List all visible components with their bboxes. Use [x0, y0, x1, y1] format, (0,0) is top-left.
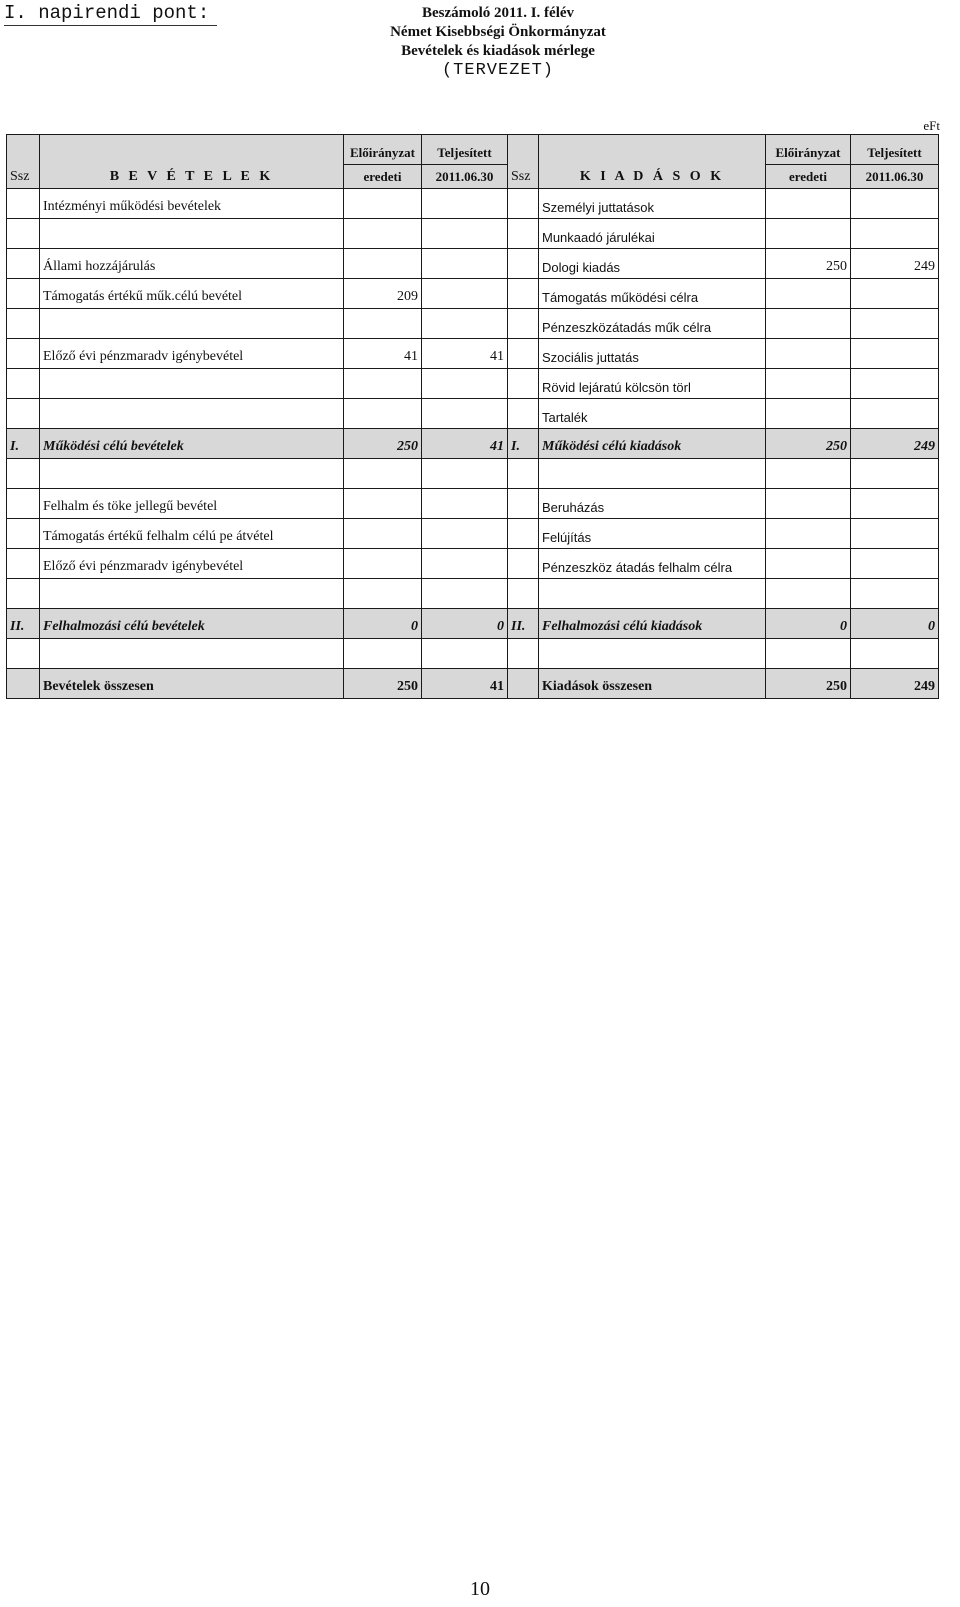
currency-unit: eFt: [923, 118, 940, 133]
expense-plan-value: [766, 219, 851, 249]
income-item-label: Felhalm és töke jellegű bevétel: [40, 489, 344, 519]
spacer-row: [7, 639, 939, 669]
income-actual-value: [422, 549, 508, 579]
income-subtotal-actual: 41: [422, 429, 508, 459]
income-item-label: [40, 369, 344, 399]
table-row: [7, 489, 939, 519]
expense-plan-header: Előirányzat: [766, 135, 851, 165]
expense-item-label: Személyi juttatások: [539, 189, 766, 219]
expense-subtotal-label: Kiadások összesen: [539, 669, 766, 699]
expense-actual-value: [851, 309, 939, 339]
expense-subtotal-plan: 250: [766, 669, 851, 699]
expense-item-label: Pénzeszközátadás műk célra: [539, 309, 766, 339]
expense-subtotal-actual: 249: [851, 669, 939, 699]
empty-cell: [40, 579, 344, 609]
expense-actual-value: [851, 489, 939, 519]
expense-section-number: I.: [508, 429, 539, 459]
expense-ssz-cell: [508, 399, 539, 429]
income-plan-value: [344, 519, 422, 549]
expense-item-label: Tartalék: [539, 399, 766, 429]
income-ssz-cell: [7, 279, 40, 309]
income-plan-value: [344, 219, 422, 249]
empty-cell: [766, 639, 851, 669]
income-item-label: Állami hozzájárulás: [40, 249, 344, 279]
table-row: [7, 519, 939, 549]
expense-plan-value: 250: [766, 249, 851, 279]
empty-cell: [344, 459, 422, 489]
expense-item-label: Támogatás működési célra: [539, 279, 766, 309]
empty-cell: [7, 579, 40, 609]
income-subtotal-actual: 0: [422, 609, 508, 639]
expense-subtotal-label: Működési célú kiadások: [539, 429, 766, 459]
expense-item-label: Szociális juttatás: [539, 339, 766, 369]
expense-actual-value: [851, 549, 939, 579]
organization-name: Német Kisebbségi Önkormányzat: [390, 24, 606, 40]
expense-section-header: K I A D Á S O K: [539, 135, 766, 189]
expense-plan-subheader: eredeti: [766, 165, 851, 189]
expense-subtotal-actual: 0: [851, 609, 939, 639]
header-row-top: [7, 135, 939, 165]
balance-title: Bevételek és kiadások mérlege: [401, 43, 595, 59]
income-plan-value: [344, 189, 422, 219]
income-section-header: B E V É T E L E K: [40, 135, 344, 189]
expense-actual-value: [851, 399, 939, 429]
table-row: [7, 219, 939, 249]
expense-plan-value: [766, 279, 851, 309]
income-actual-value: [422, 309, 508, 339]
empty-cell: [539, 459, 766, 489]
expense-ssz-cell: [508, 249, 539, 279]
grand-total-row: [7, 669, 939, 699]
empty-cell: [851, 459, 939, 489]
empty-cell: [7, 639, 40, 669]
expense-plan-value: [766, 549, 851, 579]
income-section-number: II.: [7, 609, 40, 639]
empty-cell: [422, 639, 508, 669]
income-actual-subheader: 2011.06.30: [422, 165, 508, 189]
income-ssz-cell: [7, 219, 40, 249]
income-item-label: Előző évi pénzmaradv igénybevétel: [40, 339, 344, 369]
income-actual-value: [422, 249, 508, 279]
income-plan-value: [344, 399, 422, 429]
empty-cell: [344, 639, 422, 669]
expense-ssz-cell: [508, 519, 539, 549]
expense-ssz-cell: [508, 309, 539, 339]
expense-ssz-cell: [508, 279, 539, 309]
expense-item-label: Pénzeszköz átadás felhalm célra: [539, 549, 766, 579]
income-actual-value: [422, 399, 508, 429]
income-item-label: Támogatás értékű műk.célú bevétel: [40, 279, 344, 309]
expense-plan-value: [766, 339, 851, 369]
expense-subtotal-plan: 250: [766, 429, 851, 459]
empty-cell: [344, 579, 422, 609]
empty-cell: [422, 459, 508, 489]
expense-plan-value: [766, 309, 851, 339]
page-number: 10: [470, 1578, 490, 1600]
expense-actual-value: 249: [851, 249, 939, 279]
income-ssz-cell: [7, 309, 40, 339]
expense-actual-subheader: 2011.06.30: [851, 165, 939, 189]
income-actual-value: [422, 219, 508, 249]
income-subtotal-label: Működési célú bevételek: [40, 429, 344, 459]
expense-ssz-cell: [508, 219, 539, 249]
empty-cell: [851, 579, 939, 609]
expense-plan-value: [766, 399, 851, 429]
expense-actual-value: [851, 279, 939, 309]
empty-cell: [539, 639, 766, 669]
table-row: [7, 309, 939, 339]
expense-subtotal-plan: 0: [766, 609, 851, 639]
expense-item-label: Munkaadó járulékai: [539, 219, 766, 249]
income-plan-value: [344, 549, 422, 579]
empty-cell: [7, 459, 40, 489]
expense-subtotal-label: Felhalmozási célú kiadások: [539, 609, 766, 639]
income-plan-value: 41: [344, 339, 422, 369]
draft-label: (TERVEZET): [441, 61, 555, 80]
expense-item-label: Felújítás: [539, 519, 766, 549]
income-actual-header: Teljesített: [422, 135, 508, 165]
income-item-label: [40, 219, 344, 249]
income-item-label: [40, 309, 344, 339]
income-plan-value: 209: [344, 279, 422, 309]
expense-plan-value: [766, 489, 851, 519]
income-actual-value: [422, 369, 508, 399]
income-item-label: Előző évi pénzmaradv igénybevétel: [40, 549, 344, 579]
expense-ssz-cell: [508, 489, 539, 519]
income-ssz-cell: [7, 549, 40, 579]
income-section-number: [7, 669, 40, 699]
expense-ssz-cell: [508, 369, 539, 399]
income-subtotal-plan: 250: [344, 669, 422, 699]
income-actual-value: [422, 489, 508, 519]
income-section-number: I.: [7, 429, 40, 459]
income-plan-value: [344, 249, 422, 279]
income-plan-subheader: eredeti: [344, 165, 422, 189]
subtotal-row-operating: [7, 429, 939, 459]
ssz-header-expense: Ssz: [508, 135, 539, 189]
expense-plan-value: [766, 369, 851, 399]
income-ssz-cell: [7, 489, 40, 519]
balance-table: [6, 134, 939, 699]
expense-ssz-cell: [508, 189, 539, 219]
income-subtotal-label: Felhalmozási célú bevételek: [40, 609, 344, 639]
income-plan-header: Előirányzat: [344, 135, 422, 165]
table-row: [7, 339, 939, 369]
income-ssz-cell: [7, 519, 40, 549]
table-row: [7, 279, 939, 309]
spacer-row: [7, 579, 939, 609]
expense-ssz-cell: [508, 549, 539, 579]
expense-item-label: Dologi kiadás: [539, 249, 766, 279]
income-actual-value: [422, 189, 508, 219]
empty-cell: [40, 639, 344, 669]
empty-cell: [508, 459, 539, 489]
income-ssz-cell: [7, 399, 40, 429]
expense-actual-value: [851, 519, 939, 549]
income-actual-value: [422, 519, 508, 549]
empty-cell: [766, 459, 851, 489]
expense-actual-value: [851, 369, 939, 399]
empty-cell: [508, 579, 539, 609]
income-plan-value: [344, 309, 422, 339]
document-title-block: [318, 4, 678, 80]
empty-cell: [539, 579, 766, 609]
income-plan-value: [344, 489, 422, 519]
income-ssz-cell: [7, 369, 40, 399]
table-row: [7, 549, 939, 579]
table-row: [7, 369, 939, 399]
expense-actual-header: Teljesített: [851, 135, 939, 165]
empty-cell: [422, 579, 508, 609]
subtotal-row-capital: [7, 609, 939, 639]
income-item-label: [40, 399, 344, 429]
income-item-label: Intézményi működési bevételek: [40, 189, 344, 219]
income-subtotal-actual: 41: [422, 669, 508, 699]
income-actual-value: 41: [422, 339, 508, 369]
empty-cell: [508, 639, 539, 669]
expense-plan-value: [766, 189, 851, 219]
expense-actual-value: [851, 219, 939, 249]
expense-ssz-cell: [508, 339, 539, 369]
table-row: [7, 189, 939, 219]
agenda-label: I. napirendi pont:: [4, 2, 217, 26]
income-plan-value: [344, 369, 422, 399]
income-ssz-cell: [7, 249, 40, 279]
income-ssz-cell: [7, 339, 40, 369]
income-actual-value: [422, 279, 508, 309]
expense-actual-value: [851, 189, 939, 219]
ssz-header-income: Ssz: [7, 135, 40, 189]
expense-plan-value: [766, 519, 851, 549]
income-item-label: Támogatás értékű felhalm célú pe átvétel: [40, 519, 344, 549]
expense-section-number: [508, 669, 539, 699]
expense-section-number: II.: [508, 609, 539, 639]
spacer-row: [7, 459, 939, 489]
empty-cell: [40, 459, 344, 489]
empty-cell: [766, 579, 851, 609]
income-subtotal-plan: 250: [344, 429, 422, 459]
income-subtotal-label: Bevételek összesen: [40, 669, 344, 699]
expense-item-label: Beruházás: [539, 489, 766, 519]
expense-subtotal-actual: 249: [851, 429, 939, 459]
table-row: [7, 399, 939, 429]
expense-actual-value: [851, 339, 939, 369]
report-title: Beszámoló 2011. I. félév: [421, 5, 575, 21]
empty-cell: [851, 639, 939, 669]
table-row: [7, 249, 939, 279]
income-ssz-cell: [7, 189, 40, 219]
income-subtotal-plan: 0: [344, 609, 422, 639]
expense-item-label: Rövid lejáratú kölcsön törl: [539, 369, 766, 399]
